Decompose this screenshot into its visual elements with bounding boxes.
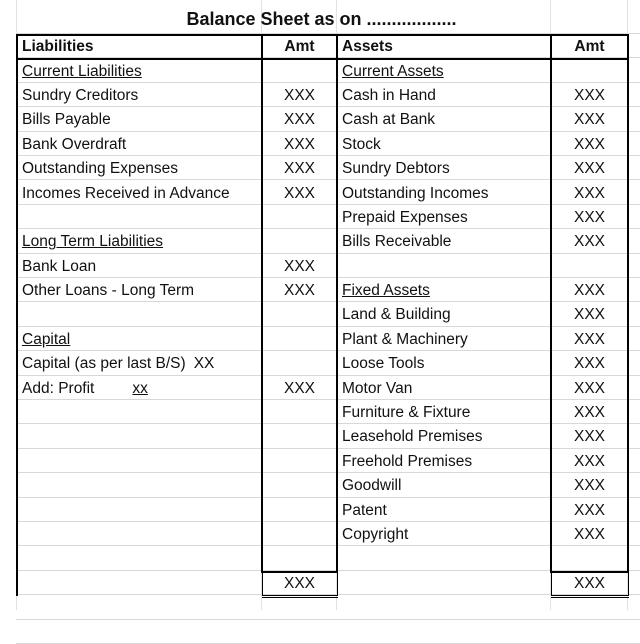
- asset-label-cell[interactable]: Patent: [337, 498, 551, 522]
- asset-label-cell[interactable]: Furniture & Fixture: [337, 401, 551, 425]
- balance-sheet-table: [16, 34, 629, 598]
- liability-label: Outstanding Expenses: [22, 160, 178, 178]
- liability-label: Bank Overdraft: [22, 135, 127, 153]
- asset-label-cell[interactable]: Stock: [337, 133, 551, 157]
- asset-amount-cell[interactable]: XXX: [551, 474, 628, 498]
- liability-amount-cell[interactable]: [262, 523, 337, 547]
- liability-label-cell[interactable]: [17, 230, 262, 254]
- liability-label-cell[interactable]: [17, 157, 262, 181]
- table-row: [17, 108, 628, 132]
- liability-amount-cell[interactable]: [262, 352, 337, 376]
- asset-label-cell[interactable]: Sundry Debtors: [337, 157, 551, 181]
- table-row: [17, 279, 628, 303]
- table-row: [17, 133, 628, 157]
- liability-amount-cell[interactable]: [262, 206, 337, 230]
- asset-label-cell[interactable]: Land & Building: [337, 303, 551, 327]
- asset-amount-cell[interactable]: XXX: [551, 328, 628, 352]
- asset-amount-cell[interactable]: XXX: [551, 181, 628, 205]
- liability-label-cell[interactable]: [17, 474, 262, 498]
- liability-amount-cell[interactable]: XXX: [262, 157, 337, 181]
- liability-label-cell[interactable]: [17, 206, 262, 230]
- liability-label-cell[interactable]: [17, 401, 262, 425]
- asset-label-cell[interactable]: Goodwill: [337, 474, 551, 498]
- liability-amount-cell[interactable]: [262, 303, 337, 327]
- asset-label-cell[interactable]: Outstanding Incomes: [337, 181, 551, 205]
- liability-label-cell[interactable]: [17, 523, 262, 547]
- liability-label: Bills Payable: [22, 111, 111, 129]
- liability-label-cell[interactable]: [17, 279, 262, 303]
- liability-label-cell[interactable]: [17, 547, 262, 571]
- asset-amount-cell[interactable]: XXX: [551, 108, 628, 132]
- asset-label-cell[interactable]: Fixed Assets: [337, 279, 551, 303]
- table-row: [17, 547, 628, 571]
- table-row: [17, 84, 628, 108]
- asset-label-cell[interactable]: Copyright: [337, 523, 551, 547]
- asset-label-cell[interactable]: Prepaid Expenses: [337, 206, 551, 230]
- liability-label-cell[interactable]: [17, 303, 262, 327]
- table-row: [17, 59, 628, 83]
- asset-amount-cell[interactable]: XXX: [551, 84, 628, 108]
- table-row: [17, 474, 628, 498]
- table-row: [17, 230, 628, 254]
- asset-amount-cell[interactable]: XXX: [551, 206, 628, 230]
- asset-label-cell[interactable]: Freehold Premises: [337, 450, 551, 474]
- asset-amount-cell[interactable]: XXX: [551, 303, 628, 327]
- asset-label-cell[interactable]: Motor Van: [337, 376, 551, 400]
- liability-label-cell[interactable]: [17, 84, 262, 108]
- asset-amount-cell[interactable]: XXX: [551, 376, 628, 400]
- asset-amount-cell[interactable]: XXX: [551, 498, 628, 522]
- liability-amount-cell[interactable]: XXX: [262, 279, 337, 303]
- asset-amount-cell[interactable]: XXX: [551, 425, 628, 449]
- liability-amount-cell[interactable]: [262, 59, 337, 83]
- liability-amount-cell[interactable]: XXX: [262, 108, 337, 132]
- liabilities-total-cell[interactable]: XXX: [262, 572, 337, 597]
- table-row: [17, 255, 628, 279]
- liability-label-cell[interactable]: [17, 255, 262, 279]
- liability-label-cell[interactable]: [17, 108, 262, 132]
- asset-amount-cell[interactable]: XXX: [551, 523, 628, 547]
- sheet-title: Balance Sheet as on ..................: [186, 9, 457, 29]
- liability-amount-cell[interactable]: [262, 425, 337, 449]
- liability-amount-cell[interactable]: [262, 450, 337, 474]
- asset-label-cell[interactable]: Loose Tools: [337, 352, 551, 376]
- table-row: [17, 328, 628, 352]
- asset-amount-cell[interactable]: XXX: [551, 133, 628, 157]
- liability-label-cell[interactable]: [17, 328, 262, 352]
- asset-amount-cell[interactable]: XXX: [551, 157, 628, 181]
- liability-label: Add: Profit: [22, 379, 95, 397]
- table-row: [17, 303, 628, 327]
- liability-label-cell[interactable]: [17, 59, 262, 83]
- sub-amount: xx: [132, 379, 148, 397]
- asset-label-cell[interactable]: Cash at Bank: [337, 108, 551, 132]
- liability-label-cell[interactable]: [17, 376, 262, 400]
- asset-amount-cell[interactable]: XXX: [551, 230, 628, 254]
- asset-amount-cell[interactable]: XXX: [551, 279, 628, 303]
- asset-amount-cell[interactable]: [551, 547, 628, 571]
- asset-amount-cell[interactable]: [551, 255, 628, 279]
- asset-amount-cell[interactable]: [551, 59, 628, 83]
- assets-total-cell[interactable]: XXX: [551, 572, 628, 597]
- liability-label-cell[interactable]: [17, 425, 262, 449]
- liability-label: Long Term Liabilities: [22, 233, 164, 251]
- header-row: [17, 35, 628, 59]
- asset-label-cell[interactable]: Cash in Hand: [337, 84, 551, 108]
- gridline: [16, 619, 640, 620]
- liability-amount-cell[interactable]: [262, 230, 337, 254]
- assets-amt-header: Amt: [551, 35, 628, 59]
- liability-label: Current Liabilities: [22, 63, 142, 81]
- liability-amount-cell[interactable]: [262, 547, 337, 571]
- asset-label-cell[interactable]: [337, 255, 551, 279]
- asset-label-cell[interactable]: Plant & Machinery: [337, 328, 551, 352]
- table-row: [17, 206, 628, 230]
- table-row: [17, 352, 628, 376]
- liabilities-amt-header: Amt: [262, 35, 337, 59]
- asset-label-cell[interactable]: Leasehold Premises: [337, 425, 551, 449]
- liability-amount-cell[interactable]: XXX: [262, 133, 337, 157]
- liabilities-header: Liabilities: [17, 35, 262, 59]
- table-row: [17, 181, 628, 205]
- table-row: [17, 376, 628, 400]
- liability-amount-cell[interactable]: [262, 474, 337, 498]
- liability-label: Capital (as per last B/S): [22, 355, 186, 373]
- liability-label-cell[interactable]: [17, 450, 262, 474]
- sub-amount: XX: [193, 355, 215, 373]
- liability-label: Other Loans - Long Term: [22, 282, 195, 300]
- liability-label-cell[interactable]: [17, 352, 262, 376]
- liability-amount-cell[interactable]: XXX: [262, 181, 337, 205]
- table-row: [17, 450, 628, 474]
- liability-label: Capital: [22, 330, 71, 348]
- assets-header: Assets: [337, 35, 551, 59]
- liability-label-cell[interactable]: [17, 498, 262, 522]
- asset-label-cell[interactable]: [337, 547, 551, 571]
- liability-label: Bank Loan: [22, 257, 97, 275]
- asset-label-cell[interactable]: Bills Receivable: [337, 230, 551, 254]
- liability-amount-cell[interactable]: XXX: [262, 376, 337, 400]
- totals-row: [17, 572, 628, 597]
- liability-amount-cell[interactable]: [262, 498, 337, 522]
- liability-amount-cell[interactable]: [262, 401, 337, 425]
- liability-label-cell[interactable]: [17, 133, 262, 157]
- table-row: [17, 401, 628, 425]
- liability-amount-cell[interactable]: XXX: [262, 84, 337, 108]
- asset-amount-cell[interactable]: XXX: [551, 450, 628, 474]
- liability-amount-cell[interactable]: [262, 328, 337, 352]
- liability-label: Incomes Received in Advance: [22, 184, 230, 202]
- liability-amount-cell[interactable]: XXX: [262, 255, 337, 279]
- liability-label-cell[interactable]: [17, 181, 262, 205]
- table-row: [17, 523, 628, 547]
- empty-cell[interactable]: [17, 572, 262, 597]
- table-row: [17, 425, 628, 449]
- asset-label-cell[interactable]: Current Assets: [337, 59, 551, 83]
- table-row: [17, 498, 628, 522]
- table-row: [17, 157, 628, 181]
- liability-label: Sundry Creditors: [22, 86, 139, 104]
- empty-cell[interactable]: [337, 572, 551, 597]
- asset-amount-cell[interactable]: XXX: [551, 352, 628, 376]
- asset-amount-cell[interactable]: XXX: [551, 401, 628, 425]
